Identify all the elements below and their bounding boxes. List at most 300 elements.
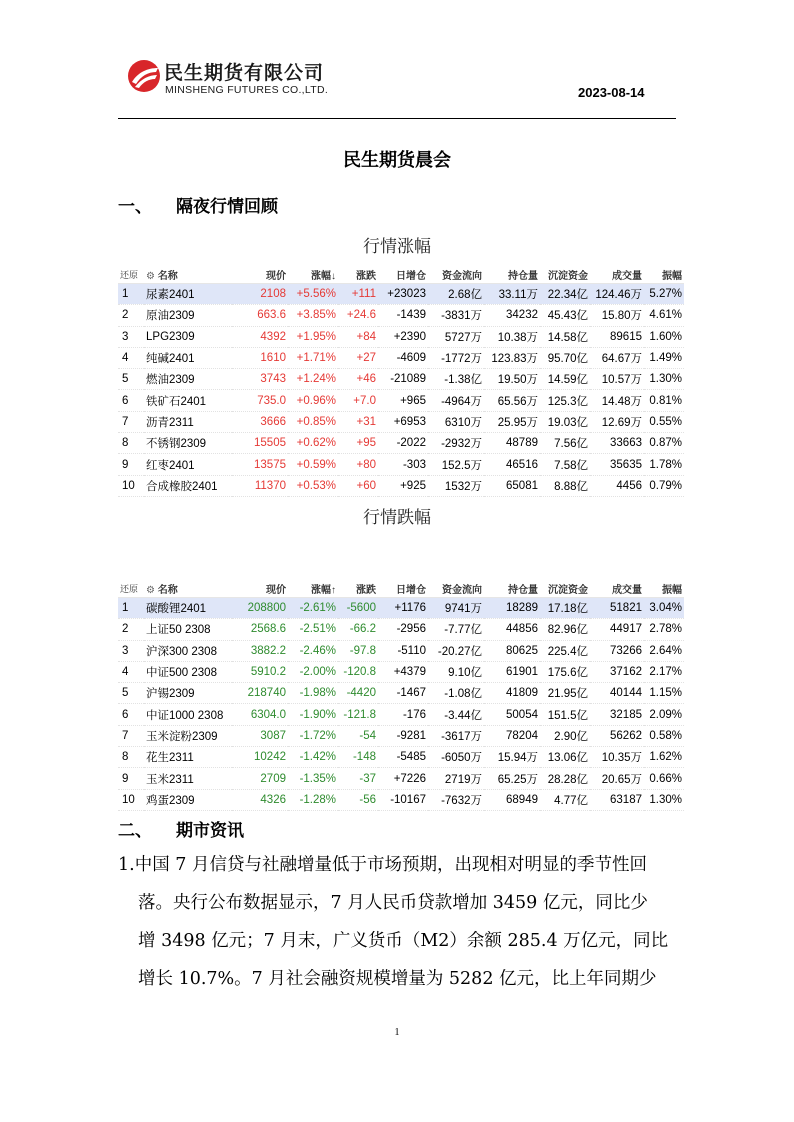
col-price: 663.6 xyxy=(232,305,288,326)
col-volume: 44917 xyxy=(590,619,644,640)
col-change-pct: +5.56% xyxy=(288,284,338,305)
col-fund-flow: -2932万 xyxy=(428,433,484,454)
news-line: 落。央行公布数据显示，7 月人民币贷款增加 3459 亿元，同比少 xyxy=(138,893,648,913)
header-label: 名称 xyxy=(157,271,178,282)
col-name: 沪锡2309 xyxy=(144,683,232,704)
col-price: 3087 xyxy=(232,725,288,746)
col-volume: 89615 xyxy=(590,326,644,347)
col-amplitude: 1.30% xyxy=(644,369,684,390)
col-fund-flow: -6050万 xyxy=(428,747,484,768)
col-daily-oi: +965 xyxy=(378,390,428,411)
table-row[interactable] xyxy=(118,725,684,746)
col-fund-flow: -1772万 xyxy=(428,347,484,368)
col-open-interest: 33.11万 xyxy=(484,284,540,305)
col-name: 不锈钢2309 xyxy=(144,433,232,454)
col-fund-flow: 152.5万 xyxy=(428,454,484,475)
col-volume: 10.57万 xyxy=(590,369,644,390)
col-price: 1610 xyxy=(232,347,288,368)
col-open-interest-header[interactable] xyxy=(484,580,540,598)
col-change: +60 xyxy=(338,475,378,496)
news-paragraph xyxy=(118,846,678,998)
section-number: 二、 xyxy=(118,821,152,841)
rise-table-caption: 行情涨幅 xyxy=(363,237,431,257)
col-change-pct: +0.62% xyxy=(288,433,338,454)
header-label: 振幅 xyxy=(662,585,682,596)
col-settled-fund: 22.34亿 xyxy=(540,284,590,305)
col-volume: 20.65万 xyxy=(590,768,644,789)
section-heading-review xyxy=(118,192,278,217)
col-fund-flow: -7.77亿 xyxy=(428,619,484,640)
table-row[interactable] xyxy=(118,768,684,789)
col-settled-fund: 21.95亿 xyxy=(540,683,590,704)
col-settled-fund: 45.43亿 xyxy=(540,305,590,326)
col-name: 红枣2401 xyxy=(144,454,232,475)
col-restore: 3 xyxy=(118,640,144,661)
col-amplitude: 3.04% xyxy=(644,598,684,619)
col-restore: 8 xyxy=(118,747,144,768)
col-name: 沥青2311 xyxy=(144,411,232,432)
table-row[interactable] xyxy=(118,789,684,810)
col-change: +46 xyxy=(338,369,378,390)
col-change: +7.0 xyxy=(338,390,378,411)
col-restore: 6 xyxy=(118,704,144,725)
col-settled-fund: 95.70亿 xyxy=(540,347,590,368)
col-name: 原油2309 xyxy=(144,305,232,326)
col-amplitude-header[interactable] xyxy=(644,580,684,598)
col-fund-flow: -7632万 xyxy=(428,789,484,810)
col-change-pct: -2.51% xyxy=(288,619,338,640)
table-header-row xyxy=(118,580,684,598)
col-volume-header[interactable] xyxy=(590,580,644,598)
col-settled-fund: 13.06亿 xyxy=(540,747,590,768)
header-label: 涨幅 xyxy=(311,271,331,282)
col-settled-fund: 7.56亿 xyxy=(540,433,590,454)
col-settled-fund: 8.88亿 xyxy=(540,475,590,496)
col-open-interest: 123.83万 xyxy=(484,347,540,368)
col-open-interest: 50054 xyxy=(484,704,540,725)
col-change: -5600 xyxy=(338,598,378,619)
col-volume: 51821 xyxy=(590,598,644,619)
header-label: 资金流向 xyxy=(442,271,482,282)
col-change-pct: +0.96% xyxy=(288,390,338,411)
col-change: -4420 xyxy=(338,683,378,704)
col-amplitude-header[interactable] xyxy=(644,266,684,284)
col-name: 中证500 2308 xyxy=(144,661,232,682)
header-label: 资金流向 xyxy=(442,585,482,596)
col-change-pct: +1.95% xyxy=(288,326,338,347)
section-number: 一、 xyxy=(118,197,152,217)
news-line: 增 3498 亿元；7 月末，广义货币（M2）余额 285.4 万亿元，同比 xyxy=(138,931,669,951)
col-open-interest: 80625 xyxy=(484,640,540,661)
table-row[interactable] xyxy=(118,598,684,619)
header-label: 持仓量 xyxy=(508,271,538,282)
col-fund-flow: -3831万 xyxy=(428,305,484,326)
col-restore: 9 xyxy=(118,454,144,475)
news-line: 1.中国 7 月信贷与社融增量低于市场预期，出现相对明显的季节性回 xyxy=(118,855,647,875)
col-amplitude: 0.81% xyxy=(644,390,684,411)
col-restore: 10 xyxy=(118,789,144,810)
page-number: 1 xyxy=(394,1027,400,1038)
col-fund-flow: 9741万 xyxy=(428,598,484,619)
col-change-pct-header[interactable] xyxy=(288,266,338,284)
col-settled-fund: 82.96亿 xyxy=(540,619,590,640)
col-restore-header[interactable] xyxy=(118,266,144,284)
col-volume: 124.46万 xyxy=(590,284,644,305)
col-settled-fund: 14.58亿 xyxy=(540,326,590,347)
col-change-pct: +3.85% xyxy=(288,305,338,326)
col-price: 3743 xyxy=(232,369,288,390)
table-row[interactable] xyxy=(118,619,684,640)
col-daily-oi: -9281 xyxy=(378,725,428,746)
col-fund-flow: 1532万 xyxy=(428,475,484,496)
col-price: 218740 xyxy=(232,683,288,704)
col-volume: 35635 xyxy=(590,454,644,475)
col-amplitude: 1.15% xyxy=(644,683,684,704)
col-change-pct: -1.35% xyxy=(288,768,338,789)
table-row[interactable] xyxy=(118,390,684,411)
header-label: 成交量 xyxy=(612,271,642,282)
col-change-pct: +0.59% xyxy=(288,454,338,475)
col-daily-oi: -5110 xyxy=(378,640,428,661)
col-volume: 56262 xyxy=(590,725,644,746)
col-settled-fund: 14.59亿 xyxy=(540,369,590,390)
col-price: 5910.2 xyxy=(232,661,288,682)
logo-english-name: MINSHENG FUTURES CO.,LTD. xyxy=(165,84,329,96)
table-row[interactable] xyxy=(118,305,684,326)
col-change-pct: -1.90% xyxy=(288,704,338,725)
settings-gear-icon[interactable]: ⚙ xyxy=(146,585,158,596)
col-price: 3882.2 xyxy=(232,640,288,661)
table-row[interactable] xyxy=(118,454,684,475)
header-label: 日增仓 xyxy=(396,585,426,596)
col-restore: 5 xyxy=(118,683,144,704)
col-price: 2568.6 xyxy=(232,619,288,640)
col-daily-oi: -10167 xyxy=(378,789,428,810)
section-title: 期市资讯 xyxy=(176,821,244,841)
col-volume-header[interactable] xyxy=(590,266,644,284)
header-label: 持仓量 xyxy=(508,585,538,596)
col-amplitude: 2.09% xyxy=(644,704,684,725)
col-amplitude: 1.49% xyxy=(644,347,684,368)
col-daily-oi: -4609 xyxy=(378,347,428,368)
col-price-header[interactable] xyxy=(232,266,288,284)
col-open-interest: 34232 xyxy=(484,305,540,326)
company-logo xyxy=(126,58,366,102)
header-label: 涨幅 xyxy=(311,585,331,596)
col-change-header[interactable] xyxy=(338,580,378,598)
col-change-pct: -2.46% xyxy=(288,640,338,661)
col-name: 沪深300 2308 xyxy=(144,640,232,661)
col-fund-flow-header[interactable] xyxy=(428,580,484,598)
table-row[interactable] xyxy=(118,475,684,496)
news-line: 增长 10.7%。7 月社会融资规模增量为 5282 亿元，比上年同期少 xyxy=(138,969,657,989)
col-daily-oi: +4379 xyxy=(378,661,428,682)
col-price: 2709 xyxy=(232,768,288,789)
col-settled-fund: 225.4亿 xyxy=(540,640,590,661)
col-name: 玉米淀粉2309 xyxy=(144,725,232,746)
col-settled-fund: 19.03亿 xyxy=(540,411,590,432)
col-volume: 63187 xyxy=(590,789,644,810)
col-fund-flow-header[interactable] xyxy=(428,266,484,284)
table-row[interactable] xyxy=(118,326,684,347)
col-daily-oi-header[interactable] xyxy=(378,580,428,598)
col-volume: 32185 xyxy=(590,704,644,725)
col-restore: 10 xyxy=(118,475,144,496)
col-restore: 4 xyxy=(118,661,144,682)
col-fund-flow: -3617万 xyxy=(428,725,484,746)
col-change-header[interactable] xyxy=(338,266,378,284)
col-change: +31 xyxy=(338,411,378,432)
col-daily-oi: -1439 xyxy=(378,305,428,326)
table-row[interactable] xyxy=(118,284,684,305)
col-open-interest: 78204 xyxy=(484,725,540,746)
col-fund-flow: -20.27亿 xyxy=(428,640,484,661)
col-volume: 14.48万 xyxy=(590,390,644,411)
col-volume: 40144 xyxy=(590,683,644,704)
header-label: 振幅 xyxy=(662,271,682,282)
col-daily-oi: +1176 xyxy=(378,598,428,619)
col-amplitude: 2.64% xyxy=(644,640,684,661)
header-label: 沉淀资金 xyxy=(548,271,588,282)
col-name: 上证50 2308 xyxy=(144,619,232,640)
col-restore: 2 xyxy=(118,619,144,640)
col-daily-oi-header[interactable] xyxy=(378,266,428,284)
header-label: 沉淀资金 xyxy=(548,585,588,596)
col-restore: 9 xyxy=(118,768,144,789)
col-restore-header[interactable] xyxy=(118,580,144,598)
table-row[interactable] xyxy=(118,661,684,682)
sort-asc-icon[interactable]: ↑ xyxy=(331,585,336,596)
col-fund-flow: 6310万 xyxy=(428,411,484,432)
sort-desc-icon[interactable]: ↓ xyxy=(331,271,336,282)
col-daily-oi: -176 xyxy=(378,704,428,725)
col-change: +95 xyxy=(338,433,378,454)
col-name: 纯碱2401 xyxy=(144,347,232,368)
col-name: 中证1000 2308 xyxy=(144,704,232,725)
col-change-pct: +1.71% xyxy=(288,347,338,368)
fall-table xyxy=(118,580,684,811)
col-open-interest: 15.94万 xyxy=(484,747,540,768)
col-settled-fund-header[interactable] xyxy=(540,266,590,284)
col-volume: 64.67万 xyxy=(590,347,644,368)
col-settled-fund: 17.18亿 xyxy=(540,598,590,619)
col-volume: 73266 xyxy=(590,640,644,661)
col-price: 10242 xyxy=(232,747,288,768)
col-daily-oi: -1467 xyxy=(378,683,428,704)
rise-table xyxy=(118,266,684,497)
col-price: 6304.0 xyxy=(232,704,288,725)
col-change: +27 xyxy=(338,347,378,368)
header-label: 名称 xyxy=(157,585,178,596)
col-volume: 15.80万 xyxy=(590,305,644,326)
minsheng-logo-icon xyxy=(126,58,162,94)
col-open-interest: 48789 xyxy=(484,433,540,454)
col-fund-flow: 5727万 xyxy=(428,326,484,347)
col-change: -54 xyxy=(338,725,378,746)
col-price: 15505 xyxy=(232,433,288,454)
col-daily-oi: -303 xyxy=(378,454,428,475)
col-restore: 8 xyxy=(118,433,144,454)
col-price: 3666 xyxy=(232,411,288,432)
col-settled-fund: 2.90亿 xyxy=(540,725,590,746)
col-fund-flow: 2719万 xyxy=(428,768,484,789)
col-volume: 33663 xyxy=(590,433,644,454)
col-settled-fund: 125.3亿 xyxy=(540,390,590,411)
col-amplitude: 0.66% xyxy=(644,768,684,789)
col-restore: 4 xyxy=(118,347,144,368)
col-change-pct: -1.98% xyxy=(288,683,338,704)
col-change-pct: +0.85% xyxy=(288,411,338,432)
col-amplitude: 0.55% xyxy=(644,411,684,432)
col-fund-flow: 9.10亿 xyxy=(428,661,484,682)
col-change: -148 xyxy=(338,747,378,768)
table-row[interactable] xyxy=(118,747,684,768)
col-fund-flow: 2.68亿 xyxy=(428,284,484,305)
col-change: +111 xyxy=(338,284,378,305)
col-settled-fund: 175.6亿 xyxy=(540,661,590,682)
col-change: +24.6 xyxy=(338,305,378,326)
col-open-interest: 65081 xyxy=(484,475,540,496)
col-open-interest: 41809 xyxy=(484,683,540,704)
col-price: 13575 xyxy=(232,454,288,475)
col-volume: 37162 xyxy=(590,661,644,682)
col-price: 11370 xyxy=(232,475,288,496)
table-row[interactable] xyxy=(118,411,684,432)
col-amplitude: 5.27% xyxy=(644,284,684,305)
col-restore: 7 xyxy=(118,411,144,432)
header-label: 还原 xyxy=(120,585,139,595)
col-volume: 12.69万 xyxy=(590,411,644,432)
col-change-pct: -2.00% xyxy=(288,661,338,682)
col-price-header[interactable] xyxy=(232,580,288,598)
table-row[interactable] xyxy=(118,433,684,454)
table-header-row xyxy=(118,266,684,284)
col-open-interest: 25.95万 xyxy=(484,411,540,432)
col-open-interest: 19.50万 xyxy=(484,369,540,390)
col-restore: 7 xyxy=(118,725,144,746)
col-change: -121.8 xyxy=(338,704,378,725)
col-restore: 1 xyxy=(118,284,144,305)
page-title: 民生期货晨会 xyxy=(343,150,451,171)
col-settled-fund: 151.5亿 xyxy=(540,704,590,725)
col-amplitude: 1.78% xyxy=(644,454,684,475)
col-settled-fund: 4.77亿 xyxy=(540,789,590,810)
col-daily-oi: +7226 xyxy=(378,768,428,789)
table-row[interactable] xyxy=(118,347,684,368)
settings-gear-icon[interactable]: ⚙ xyxy=(146,271,158,282)
col-settled-fund-header[interactable] xyxy=(540,580,590,598)
col-amplitude: 1.60% xyxy=(644,326,684,347)
col-daily-oi: +2390 xyxy=(378,326,428,347)
header-divider xyxy=(118,118,676,119)
col-amplitude: 1.62% xyxy=(644,747,684,768)
col-amplitude: 2.17% xyxy=(644,661,684,682)
header-label: 还原 xyxy=(120,271,139,281)
col-change: -97.8 xyxy=(338,640,378,661)
col-daily-oi: -5485 xyxy=(378,747,428,768)
col-daily-oi: +925 xyxy=(378,475,428,496)
col-change-pct: -2.61% xyxy=(288,598,338,619)
col-daily-oi: +6953 xyxy=(378,411,428,432)
col-name-header[interactable] xyxy=(144,580,232,598)
col-fund-flow: -3.44亿 xyxy=(428,704,484,725)
section-title: 隔夜行情回顾 xyxy=(176,197,278,217)
col-restore: 6 xyxy=(118,390,144,411)
section-heading-news xyxy=(118,816,244,841)
header-label: 现价 xyxy=(266,585,286,596)
col-name: 碳酸锂2401 xyxy=(144,598,232,619)
col-price: 4392 xyxy=(232,326,288,347)
col-daily-oi: -21089 xyxy=(378,369,428,390)
col-daily-oi: +23023 xyxy=(378,284,428,305)
col-settled-fund: 7.58亿 xyxy=(540,454,590,475)
col-change: +84 xyxy=(338,326,378,347)
col-price: 4326 xyxy=(232,789,288,810)
col-restore: 5 xyxy=(118,369,144,390)
col-name: 鸡蛋2309 xyxy=(144,789,232,810)
col-settled-fund: 28.28亿 xyxy=(540,768,590,789)
logo-chinese-name: 民生期货有限公司 xyxy=(164,62,325,84)
col-change: -37 xyxy=(338,768,378,789)
col-name-header[interactable] xyxy=(144,266,232,284)
col-amplitude: 0.79% xyxy=(644,475,684,496)
col-open-interest-header[interactable] xyxy=(484,266,540,284)
col-name: 燃油2309 xyxy=(144,369,232,390)
report-date: 2023-08-14 xyxy=(578,85,645,100)
col-change-pct-header[interactable] xyxy=(288,580,338,598)
col-daily-oi: -2956 xyxy=(378,619,428,640)
col-amplitude: 0.87% xyxy=(644,433,684,454)
col-change: -66.2 xyxy=(338,619,378,640)
col-volume: 10.35万 xyxy=(590,747,644,768)
col-open-interest: 18289 xyxy=(484,598,540,619)
col-name: 尿素2401 xyxy=(144,284,232,305)
col-change-pct: -1.42% xyxy=(288,747,338,768)
col-open-interest: 10.38万 xyxy=(484,326,540,347)
col-change-pct: +0.53% xyxy=(288,475,338,496)
col-name: LPG2309 xyxy=(144,326,232,347)
col-restore: 1 xyxy=(118,598,144,619)
col-fund-flow: -1.08亿 xyxy=(428,683,484,704)
header-label: 成交量 xyxy=(612,585,642,596)
col-open-interest: 65.25万 xyxy=(484,768,540,789)
fall-table-caption: 行情跌幅 xyxy=(363,508,431,528)
col-amplitude: 4.61% xyxy=(644,305,684,326)
col-fund-flow: -1.38亿 xyxy=(428,369,484,390)
col-price: 735.0 xyxy=(232,390,288,411)
col-change: +80 xyxy=(338,454,378,475)
col-open-interest: 46516 xyxy=(484,454,540,475)
table-row[interactable] xyxy=(118,704,684,725)
col-restore: 2 xyxy=(118,305,144,326)
col-amplitude: 2.78% xyxy=(644,619,684,640)
table-row[interactable] xyxy=(118,683,684,704)
col-amplitude: 1.30% xyxy=(644,789,684,810)
col-volume: 4456 xyxy=(590,475,644,496)
col-change: -56 xyxy=(338,789,378,810)
table-row[interactable] xyxy=(118,369,684,390)
table-row[interactable] xyxy=(118,640,684,661)
col-open-interest: 68949 xyxy=(484,789,540,810)
col-name: 铁矿石2401 xyxy=(144,390,232,411)
col-open-interest: 44856 xyxy=(484,619,540,640)
col-open-interest: 65.56万 xyxy=(484,390,540,411)
header-label: 涨跌 xyxy=(356,271,376,282)
col-name: 合成橡胶2401 xyxy=(144,475,232,496)
col-change: -120.8 xyxy=(338,661,378,682)
header-label: 涨跌 xyxy=(356,585,376,596)
col-name: 花生2311 xyxy=(144,747,232,768)
